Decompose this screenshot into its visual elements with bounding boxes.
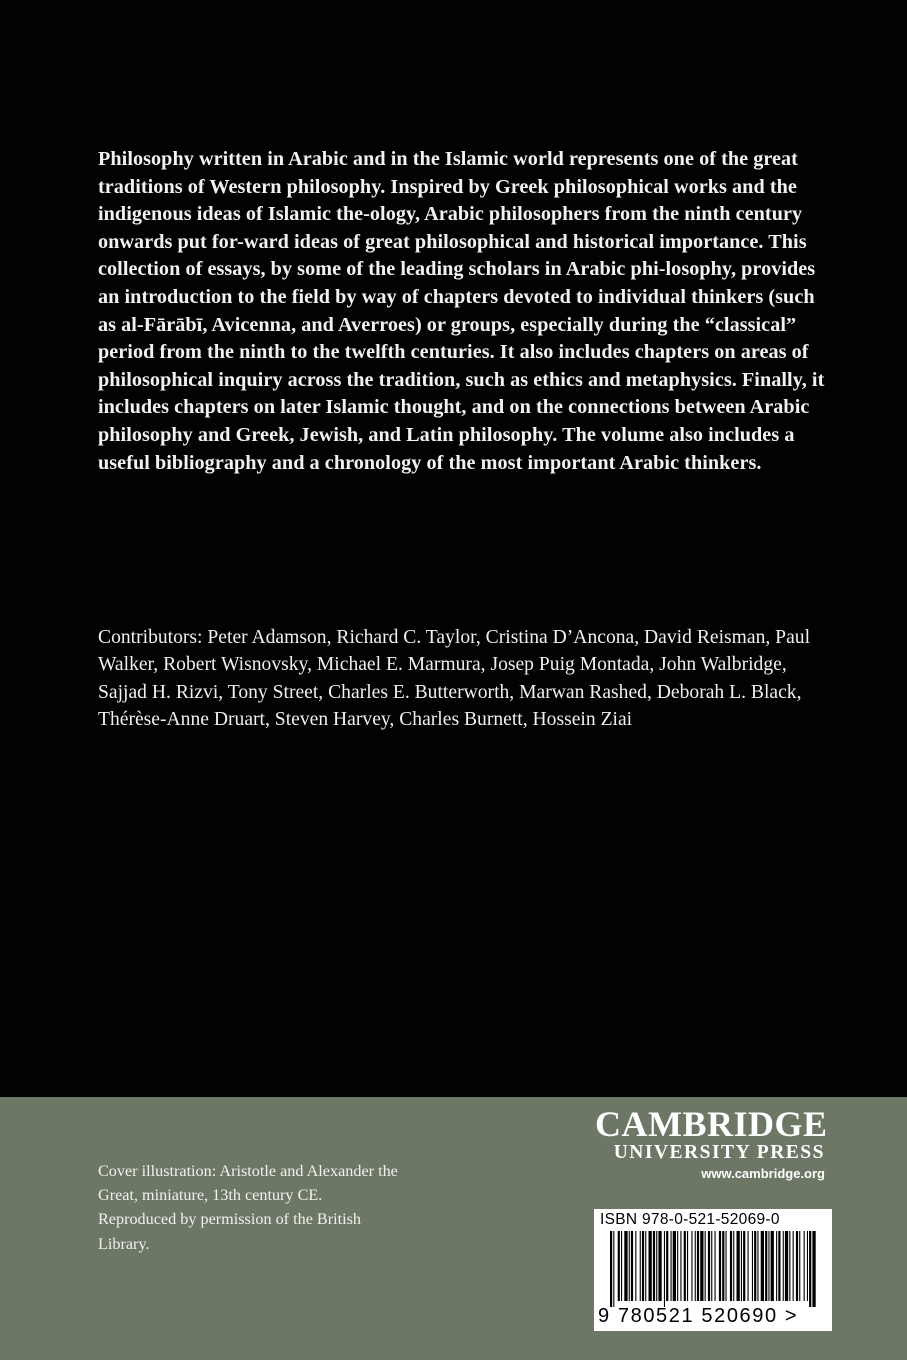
barcode-bar	[785, 1231, 788, 1301]
barcode-bar	[726, 1231, 727, 1301]
barcode-bar	[757, 1231, 758, 1301]
barcode-bar	[778, 1231, 780, 1301]
barcode-bar	[673, 1231, 676, 1301]
barcode-bar	[796, 1231, 798, 1301]
barcode-bar	[680, 1231, 681, 1301]
barcode-bar	[666, 1231, 668, 1301]
barcode-bar	[629, 1231, 630, 1301]
barcode-bar	[722, 1231, 724, 1301]
barcode-bar	[649, 1231, 652, 1301]
barcode-bar	[653, 1231, 655, 1301]
barcode-bar	[752, 1231, 753, 1301]
barcode-bar	[768, 1231, 769, 1301]
barcode-bar	[700, 1231, 703, 1301]
barcode-bar	[658, 1231, 661, 1301]
barcode-digits: 9 780521 520690 >	[598, 1305, 799, 1327]
barcode-bar	[697, 1231, 699, 1301]
barcode-bar	[645, 1231, 646, 1301]
barcode-bar	[715, 1231, 716, 1301]
barcode-bar	[656, 1231, 657, 1301]
barcode-bar	[761, 1231, 764, 1301]
barcode-bar	[804, 1231, 805, 1301]
publisher-name: CAMBRIDGE	[595, 1104, 828, 1144]
barcode-bar	[684, 1231, 686, 1301]
barcode-bar	[705, 1231, 706, 1301]
barcode-bar	[809, 1231, 811, 1307]
barcode-bar	[793, 1231, 794, 1301]
barcode-bar	[719, 1231, 721, 1301]
barcode-bar	[754, 1231, 756, 1301]
barcode-bar	[799, 1231, 800, 1301]
barcode-bar	[708, 1231, 710, 1301]
barcode-bar	[771, 1231, 774, 1301]
cover-illustration-credit: Cover illustration: Aristotle and Alexander the Great, miniature, 13th century CE. Reproduced by permission of the British Library.	[98, 1162, 398, 1253]
barcode-bar	[812, 1231, 815, 1307]
publisher-url: www.cambridge.org	[701, 1166, 825, 1181]
barcode-bar	[691, 1231, 692, 1301]
barcode-bar	[631, 1231, 633, 1301]
barcode-bar	[664, 1231, 665, 1307]
barcode-bar	[733, 1231, 734, 1301]
barcode-bar	[610, 1231, 612, 1307]
barcode-bar	[635, 1231, 636, 1301]
barcode-bar	[621, 1231, 622, 1301]
barcode-bar	[624, 1231, 627, 1301]
barcode-bars-icon	[594, 1231, 832, 1307]
barcode-bar	[776, 1231, 777, 1301]
publisher-logo	[595, 1104, 828, 1185]
barcode-bar	[743, 1231, 745, 1301]
barcode-bar	[711, 1231, 712, 1301]
barcode-bar	[642, 1231, 644, 1301]
barcode-bar	[618, 1231, 620, 1301]
isbn-barcode	[594, 1209, 832, 1331]
back-cover-footer	[0, 1097, 907, 1360]
isbn-label: ISBN 978-0-521-52069-0	[600, 1211, 780, 1228]
barcode-bar	[613, 1231, 614, 1307]
barcode-bar	[671, 1231, 672, 1301]
barcode-bar	[677, 1231, 678, 1301]
barcode-bar	[695, 1231, 696, 1301]
barcode-bar	[807, 1231, 808, 1301]
barcode-bar	[789, 1231, 790, 1301]
barcode-bar	[640, 1231, 641, 1301]
barcode-bar	[748, 1231, 749, 1301]
barcode-bar	[737, 1231, 740, 1301]
barcode-bar	[765, 1231, 767, 1301]
barcode-bar	[730, 1231, 732, 1301]
publisher-subtitle: UNIVERSITY PRESS	[613, 1142, 825, 1163]
barcode-bar	[783, 1231, 784, 1301]
barcode-bar	[687, 1231, 688, 1301]
barcode-bar	[741, 1231, 742, 1301]
contributors-list: Contributors: Peter Adamson, Richard C. Taylor, Cristina D’Ancona, David Reisman, Paul Walker, Robert Wisnovsky, Michael E. Marmura, Josep Puig Montada, John Walbridge, Sajjad H. Rizvi, Tony Street, Charles E. Butterworth, Marwan Rashed, Deborah L. Black, Thérèse-Anne Druart, Steven Harvey, Charles Burnett, Hossein Ziai	[98, 627, 811, 731]
book-description: Philosophy written in Arabic and in the Islamic world represents one of the great traditions of Western philosophy. Inspired by Greek philosophical works and the indigenous ideas of Islamic the-ology, Arabic philosophers from the ninth century onwards put for-ward ideas of great philosophical and historical importance. This collection of essays, by some of the leading scholars in Arabic phi-losophy, provides an introduction to the field by way of chapters devoted to individual thinkers (such as al-Fārābī, Avicenna, and Averroes) or groups, especially during the “classical” period from the ninth to the twelfth centuries. It also includes chapters on areas of philosophical inquiry across the tradition, such as ethics and metaphysics. Finally, it includes chapters on later Islamic thought, and on the connections between Arabic philosophy and Greek, Jewish, and Latin philosophy. The volume also includes a useful bibliography and a chronology of the most important Arabic thinkers.	[98, 148, 825, 474]
